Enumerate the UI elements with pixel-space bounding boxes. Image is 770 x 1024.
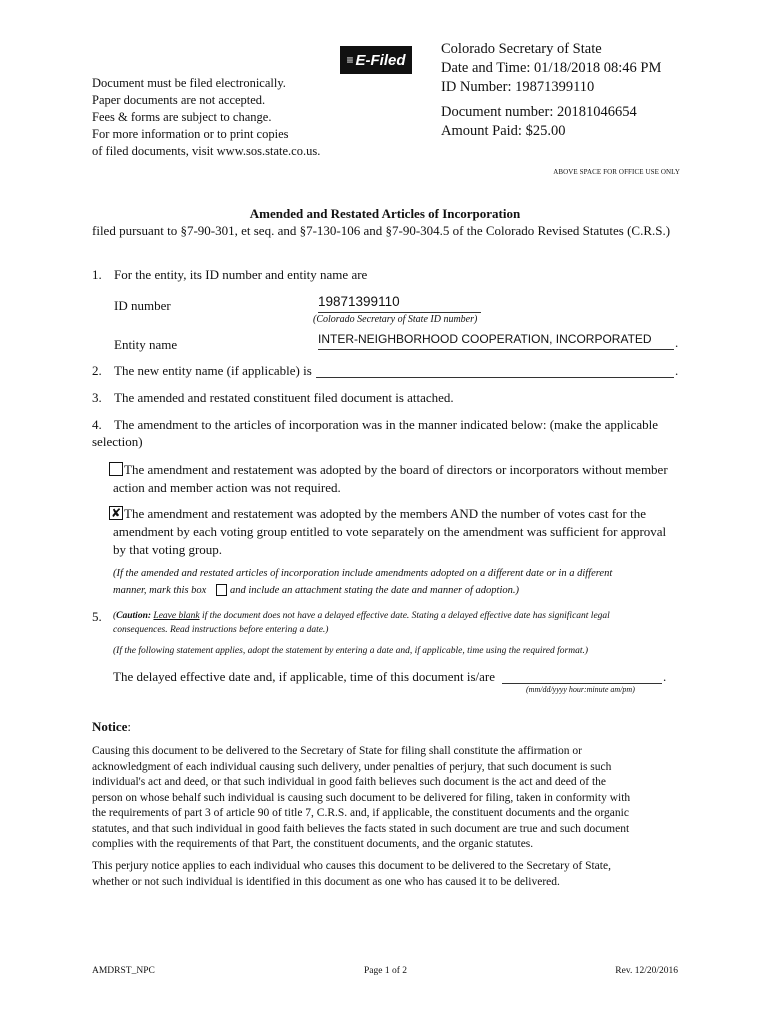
office-use-label: ABOVE SPACE FOR OFFICE USE ONLY	[553, 168, 680, 176]
footer-revision: Rev. 12/20/2016	[615, 966, 678, 976]
section-4-note-cont: manner, mark this box	[113, 585, 207, 596]
section-2-text: The new entity name (if applicable) is	[114, 363, 312, 378]
header-notice-line: Fees & forms are subject to change.	[92, 110, 272, 124]
efiled-lines-icon: ≡	[346, 53, 354, 67]
header-notice-line: For more information or to print copies	[92, 127, 289, 141]
notice-line: whether or not such individual is identified in this document as one who has caused it to be delivered.	[92, 876, 560, 888]
section-4-note-cont2: and include an attachment stating the date and manner of adoption.)	[230, 585, 520, 596]
section-5-caution-cont: consequences. Read instructions before entering a date.)	[113, 625, 329, 635]
option-2-text: The amendment and restatement was adopted by the members AND the number of votes cast for the	[124, 506, 647, 521]
section-4-text: The amendment to the articles of incorporation was in the manner indicated below: (make the applicable	[114, 417, 658, 432]
entity-name-period: .	[675, 335, 679, 350]
entity-name-field[interactable]	[318, 332, 674, 350]
section-5-instruction: (If the following statement applies, adopt the statement by entering a date and, if applicable, time using the required format.)	[113, 646, 589, 656]
stamp-date-time: Date and Time: 01/18/2018 08:46 PM	[441, 60, 662, 76]
delayed-date-field[interactable]	[502, 668, 662, 684]
id-number-hint: (Colorado Secretary of State ID number)	[313, 314, 478, 325]
efiled-logo-text: E-Filed	[355, 51, 406, 69]
checkmark-x-icon: ✘	[110, 506, 122, 520]
notice-heading-colon: :	[127, 719, 131, 734]
option-2-text-cont2: by that voting group.	[113, 542, 223, 557]
section-4-text-cont: selection)	[92, 434, 143, 449]
header-notice-line: Paper documents are not accepted.	[92, 93, 266, 107]
section-1-number: 1.	[92, 267, 102, 282]
footer-page-number: Page 1 of 2	[364, 966, 408, 976]
stamp-id-number: ID Number: 19871399110	[441, 79, 595, 95]
entity-name-label: Entity name	[114, 337, 178, 352]
caution-label: Caution:	[116, 611, 152, 621]
notice-line: acknowledgment of each individual causing such delivery, under penalties of perjury, that such document is such	[92, 760, 612, 773]
section-5-number: 5.	[92, 609, 102, 624]
notice-heading	[92, 718, 131, 736]
option-1-text-cont: action and member action was not required.	[113, 480, 341, 495]
notice-line: person on whose behalf such individual is causing such document to be delivered for filing, taken in conformity with	[92, 791, 631, 804]
date-format-hint: (mm/dd/yyyy hour:minute am/pm)	[526, 685, 635, 694]
id-number-label: ID number	[114, 298, 171, 313]
section-5-period: .	[663, 669, 667, 684]
section-4-note: (If the amended and restated articles of incorporation include amendments adopted on a different date or in a different	[113, 568, 613, 579]
id-number-value: 19871399110	[318, 294, 400, 309]
header-notice	[92, 75, 320, 160]
notice-line: the requirements of part 3 of article 90 of title 7, C.R.S. and, if applicable, the constituent documents and the organic	[92, 807, 629, 819]
footer-form-code: AMDRST_NPC	[92, 966, 155, 976]
caution-text: if the document does not have a delayed effective date. Stating a delayed effective date has significant legal	[201, 611, 610, 621]
header-notice-line: Document must be filed electronically.	[92, 76, 286, 90]
section-2-number: 2.	[92, 363, 102, 378]
document-subtitle: filed pursuant to §7-90-301, et seq. and §7-130-106 and §7-90-304.5 of the Colorado Revised Statutes (C.R.S.)	[92, 223, 671, 238]
filing-stamp	[441, 40, 661, 141]
header-notice-line: of filed documents, visit www.sos.state.co.us.	[92, 144, 321, 158]
section-5-caution: (Caution: Leave blank if the document does not have a delayed effective date. Stating a delayed effective date has significant legal	[113, 611, 610, 621]
section-3-number: 3.	[92, 390, 102, 405]
new-entity-name-field[interactable]	[316, 362, 674, 378]
member-adoption-checkbox[interactable]	[109, 506, 123, 520]
notice-paragraph-2	[92, 858, 611, 890]
efiled-logo	[340, 46, 412, 74]
notice-line: statutes, and that such individual in good faith believes the facts stated in such document are true and such document	[92, 822, 630, 835]
notice-heading-text: Notice	[92, 719, 128, 734]
section-3-text: The amended and restated constituent filed document is attached.	[114, 390, 454, 405]
notice-paragraph-1	[92, 744, 630, 853]
option-1-text: The amendment and restatement was adopted by the board of directors or incorporators without member	[124, 462, 668, 477]
section-1-text: For the entity, its ID number and entity name are	[114, 267, 368, 282]
caution-leave-blank: Leave blank	[153, 611, 200, 621]
id-number-field[interactable]	[318, 294, 481, 313]
document-title: Amended and Restated Articles of Incorporation	[249, 206, 521, 221]
different-date-checkbox[interactable]	[216, 584, 227, 596]
stamp-document-number: Document number: 20181046654	[441, 104, 637, 120]
option-2-text-cont: amendment by each voting group entitled to vote separately on the amendment was sufficient for approval	[113, 524, 667, 539]
board-adoption-checkbox[interactable]	[109, 462, 123, 476]
stamp-secretary: Colorado Secretary of State	[441, 41, 602, 57]
notice-line: individual's act and deed, or that such individual in good faith believes such document is the act and deed of the	[92, 776, 607, 788]
delayed-date-statement: The delayed effective date and, if applicable, time of this document is/are	[113, 669, 496, 684]
notice-line: complies with the requirements of that Part, the constituent documents, and the organic statutes.	[92, 838, 534, 850]
notice-line: This perjury notice applies to each individual who causes this document to be delivered to the Secretary of State,	[92, 860, 611, 872]
section-2-period: .	[675, 363, 679, 378]
entity-name-value: INTER-NEIGHBORHOOD COOPERATION, INCORPORATED	[318, 332, 652, 346]
section-4-number: 4.	[92, 417, 102, 432]
stamp-amount-paid: Amount Paid: $25.00	[441, 123, 566, 139]
notice-line: Causing this document to be delivered to the Secretary of State for filing shall constitute the affirmation or	[92, 745, 583, 757]
